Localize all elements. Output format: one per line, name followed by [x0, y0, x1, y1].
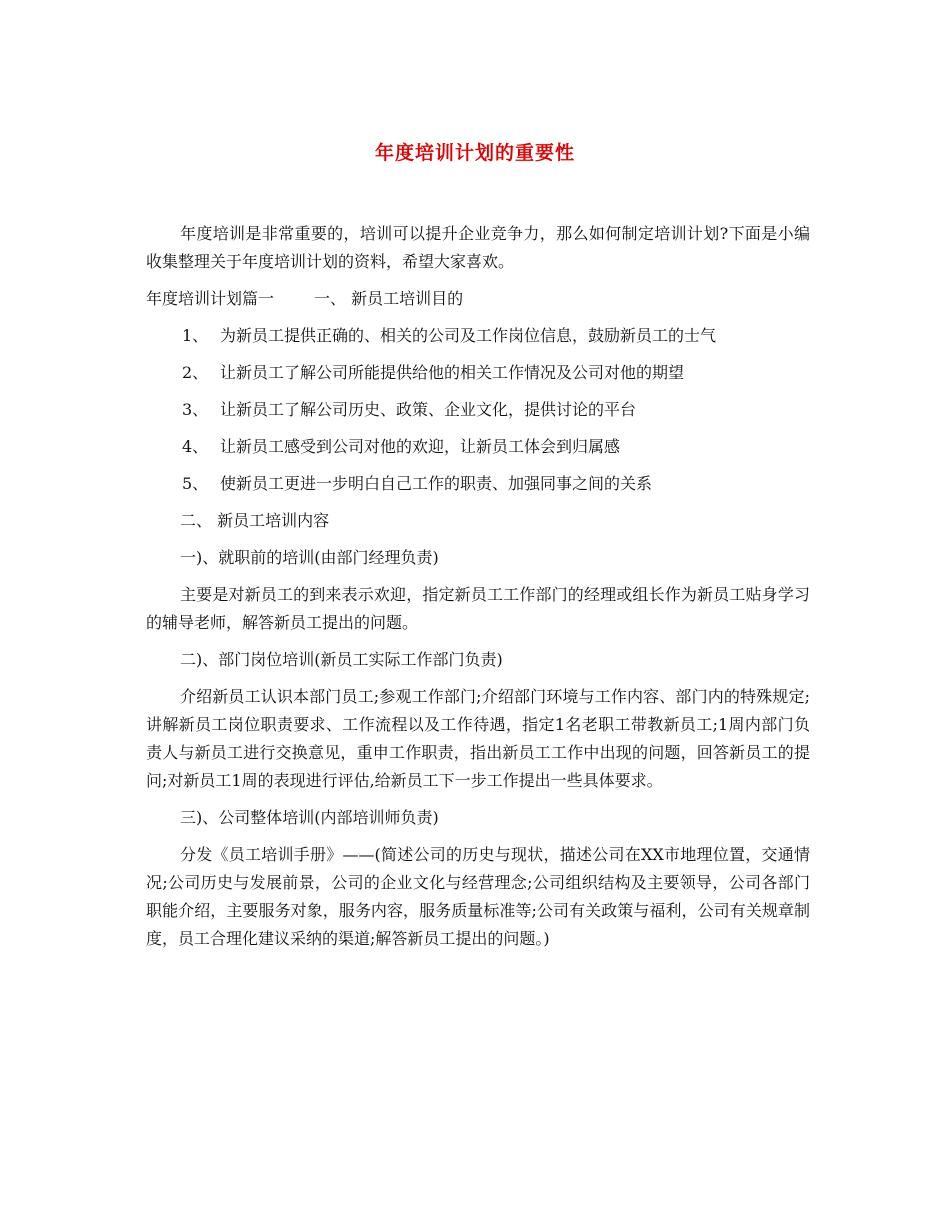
- page-title: 年度培训计划的重要性: [374, 142, 575, 164]
- list-item: [146, 396, 810, 424]
- subsection-1-heading: 一)、就职前的培训(由部门经理负责): [180, 548, 439, 567]
- document-body: [146, 220, 810, 962]
- list-number: 5、: [182, 474, 209, 493]
- list-item: [146, 359, 810, 387]
- subsection-3-heading: 三)、公司整体培训(内部培训师负责): [180, 808, 439, 827]
- subsection-2-heading: 二)、部门岗位培训(新员工实际工作部门负责): [180, 650, 503, 669]
- list-text: 为新员工提供正确的、相关的公司及工作岗位信息，鼓励新员工的士气: [220, 326, 717, 345]
- list-text: 让新员工感受到公司对他的欢迎，让新员工体会到归属感: [220, 437, 621, 456]
- subsection-3-text: 分发《员工培训手册》——(简述公司的历史与现状，描述公司在XX市地理位置，交通情况;公司历史与发展前景，公司的企业文化与经营理念;公司组织结构及主要领导，公司各部门职能介绍，主要服务对象，服务内容，服务质量标准等;公司有关政策与福利，公司有关规章制度，员工合理化建议采纳的渠道;解答新员工提出的问题。): [146, 845, 810, 948]
- list-number: 4、: [182, 437, 209, 456]
- subsection-1-text: 主要是对新员工的到来表示欢迎，指定新员工工作部门的经理或组长作为新员工贴身学习的辅导老师，解答新员工提出的问题。: [146, 585, 810, 632]
- section-heading: 一、 新员工培训目的: [314, 289, 464, 308]
- section-label: 年度培训计划篇一: [146, 289, 275, 308]
- list-text: 让新员工了解公司所能提供给他的相关工作情况及公司对他的期望: [220, 363, 685, 382]
- intro-paragraph: 年度培训是非常重要的，培训可以提升企业竞争力，那么如何制定培训计划?下面是小编收集整理关于年度培训计划的资料，希望大家喜欢。: [146, 224, 810, 271]
- list-item: [146, 433, 810, 461]
- list-item: [146, 322, 810, 350]
- subsection-2-text: 介绍新员工认识本部门员工;参观工作部门;介绍部门环境与工作内容、部门内的特殊规定;讲解新员工岗位职责要求、工作流程以及工作待遇，指定1名老职工带教新员工;1周内部门负责人与新员工进行交换意见，重申工作职责，指出新员工工作中出现的问题，回答新员工的提问;对新员工1周的表现进行评估,给新员工下一步工作提出一些具体要求。: [146, 687, 810, 790]
- list-text: 让新员工了解公司历史、政策、企业文化，提供讨论的平台: [220, 400, 637, 419]
- section-heading-line: [146, 285, 810, 313]
- content-heading: 二、 新员工培训内容: [180, 511, 330, 530]
- list-number: 2、: [182, 363, 209, 382]
- list-number: 1、: [182, 326, 209, 345]
- list-number: 3、: [182, 400, 209, 419]
- list-text: 使新员工更进一步明白自己工作的职责、加强同事之间的关系: [220, 474, 653, 493]
- list-item: [146, 470, 810, 498]
